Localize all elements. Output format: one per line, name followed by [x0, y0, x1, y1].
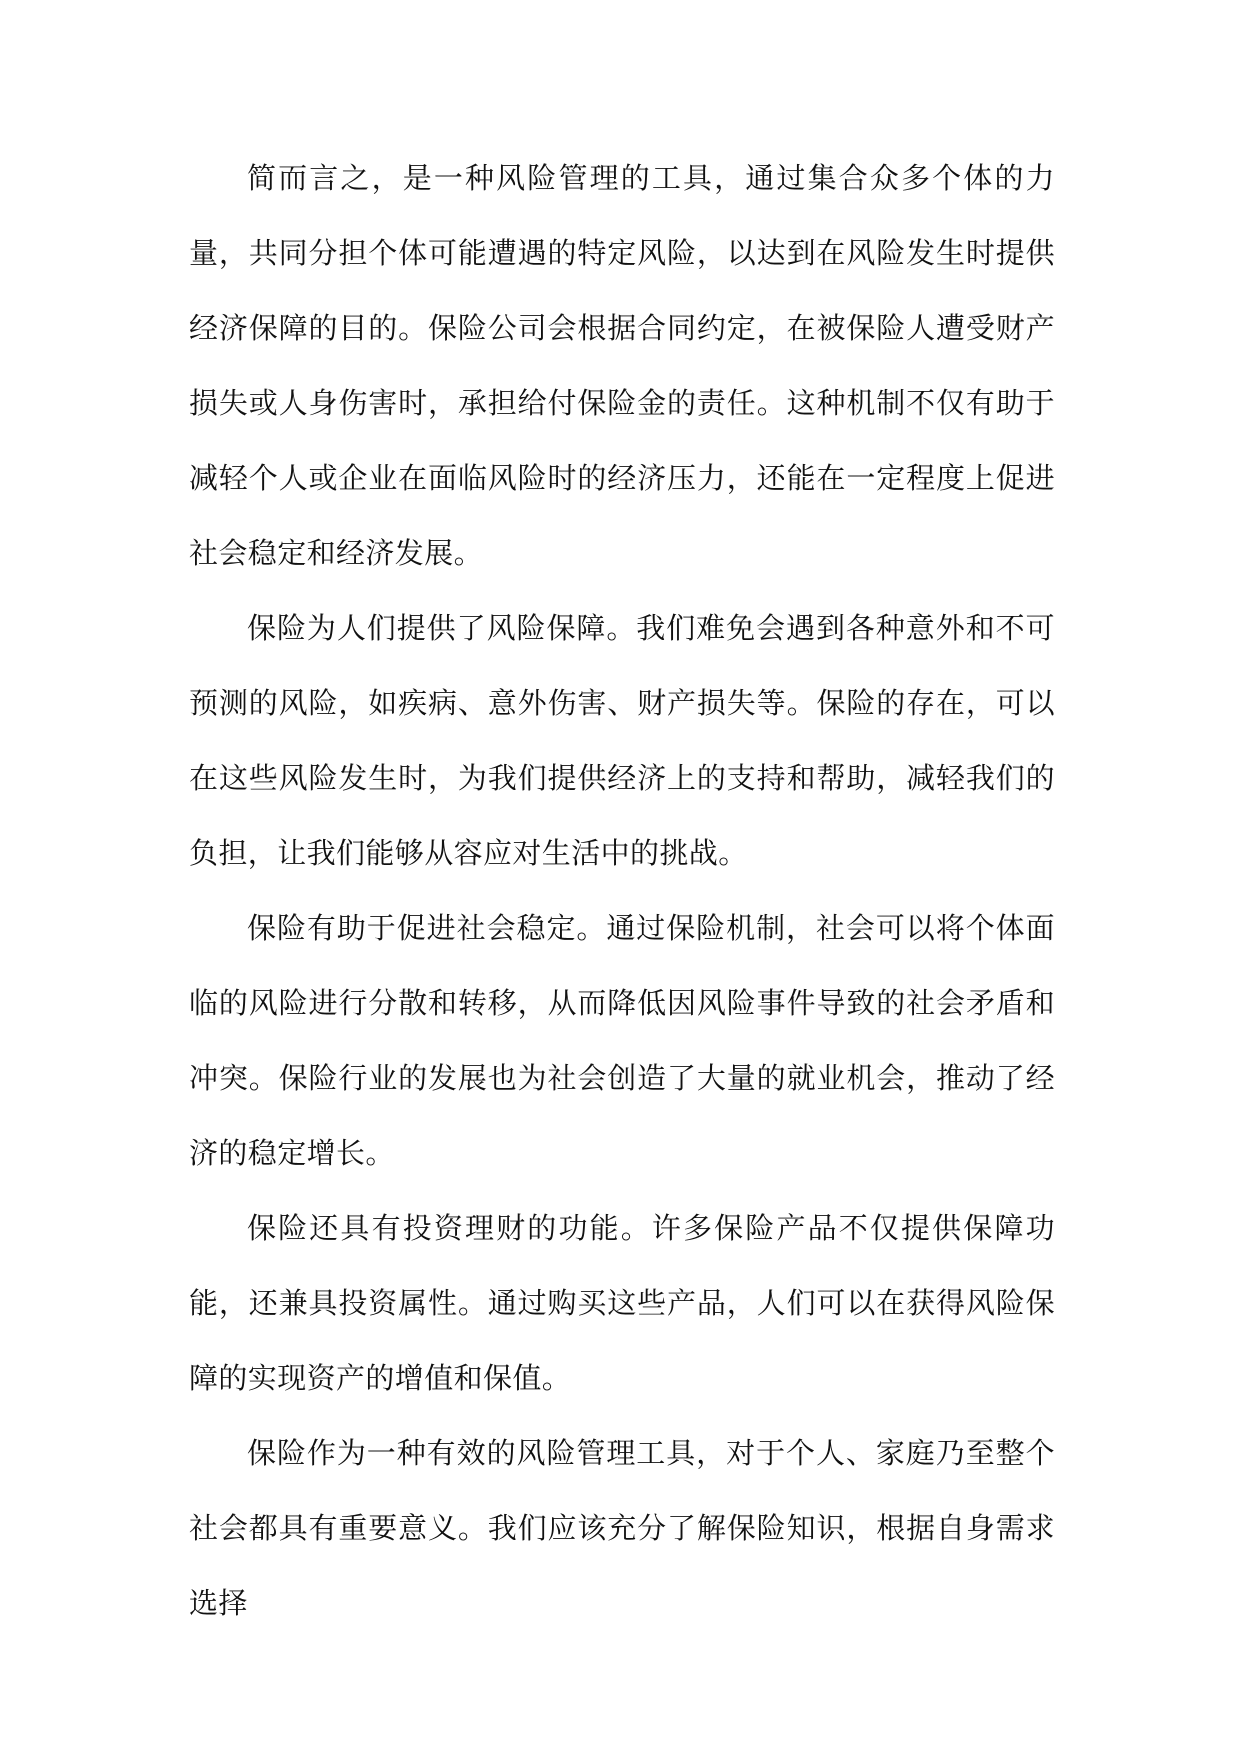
document-body — [189, 141, 1055, 1641]
paragraph-definition: 简而言之，是一种风险管理的工具，通过集合众多个体的力量，共同分担个体可能遭遇的特定风险，以达到在风险发生时提供经济保障的目的。保险公司会根据合同约定，在被保险人遭受财产损失或人身伤害时，承担给付保险金的责任。这种机制不仅有助于减轻个人或企业在面临风险时的经济压力，还能在一定程度上促进社会稳定和经济发展。 — [189, 161, 1055, 570]
paragraph-social-stability: 保险有助于促进社会稳定。通过保险机制，社会可以将个体面临的风险进行分散和转移，从而降低因风险事件导致的社会矛盾和冲突。保险行业的发展也为社会创造了大量的就业机会，推动了经济的稳定增长。 — [189, 911, 1055, 1170]
paragraph-risk-protection: 保险为人们提供了风险保障。我们难免会遇到各种意外和不可预测的风险，如疾病、意外伤害、财产损失等。保险的存在，可以在这些风险发生时，为我们提供经济上的支持和帮助，减轻我们的负担，让我们能够从容应对生活中的挑战。 — [189, 611, 1055, 870]
paragraph-investment: 保险还具有投资理财的功能。许多保险产品不仅提供保障功能，还兼具投资属性。通过购买这些产品，人们可以在获得风险保障的实现资产的增值和保值。 — [189, 1211, 1055, 1395]
paragraph-conclusion: 保险作为一种有效的风险管理工具，对于个人、家庭乃至整个社会都具有重要意义。我们应该充分了解保险知识，根据自身需求选择 — [189, 1436, 1055, 1620]
